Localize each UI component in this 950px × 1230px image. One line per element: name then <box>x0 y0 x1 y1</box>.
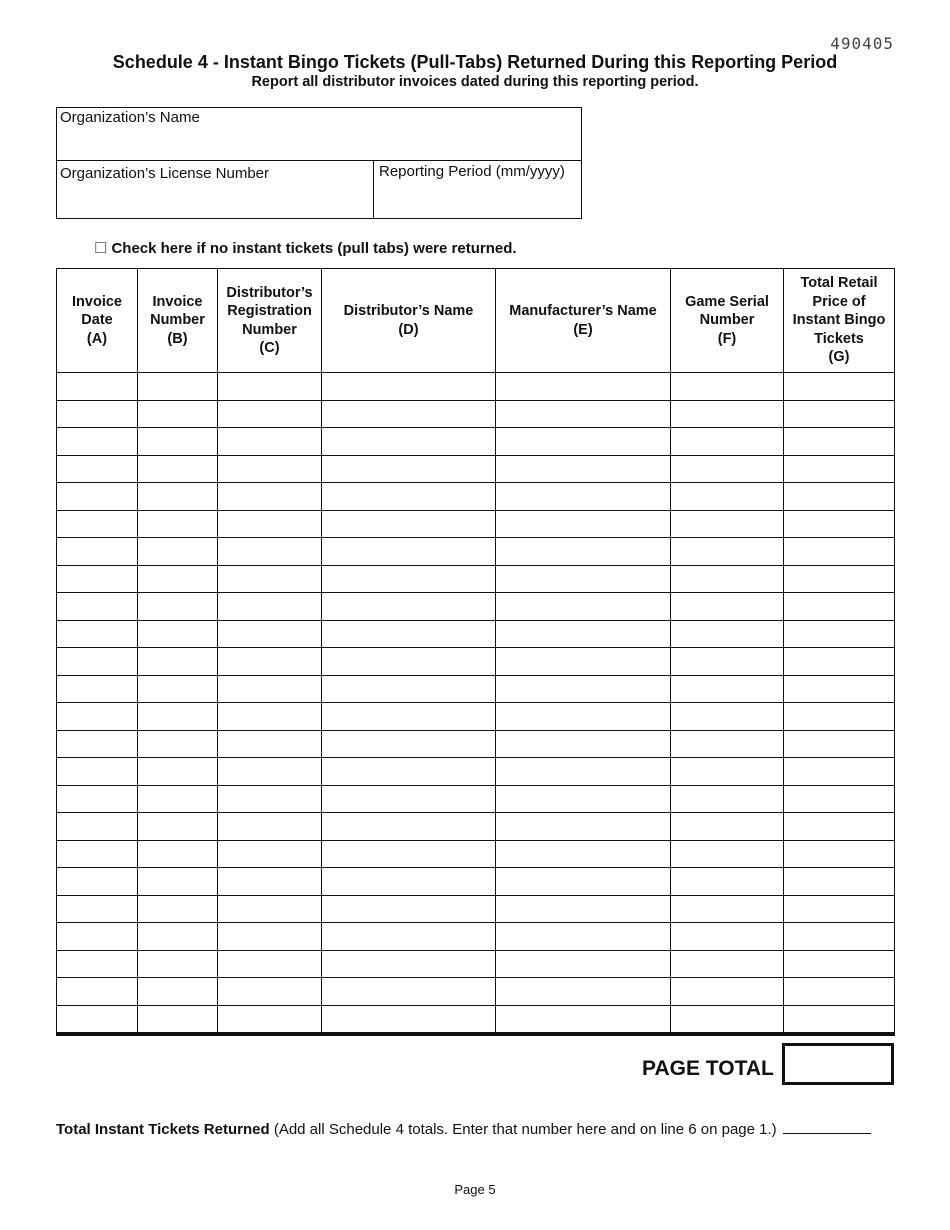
reporting-period-field[interactable] <box>374 161 581 218</box>
table-cell[interactable] <box>496 923 671 951</box>
table-row <box>57 758 895 786</box>
table-cell[interactable] <box>57 1005 138 1034</box>
table-cell[interactable] <box>218 840 322 868</box>
table-header-row <box>57 269 895 373</box>
table-cell[interactable] <box>218 455 322 483</box>
table-cell[interactable] <box>218 1005 322 1034</box>
column-header-line: Game Serial <box>685 293 769 310</box>
table-cell[interactable] <box>138 593 218 621</box>
table-cell[interactable] <box>322 758 496 786</box>
table-cell[interactable] <box>671 1005 784 1034</box>
table-cell[interactable] <box>138 455 218 483</box>
table-cell[interactable] <box>784 950 895 978</box>
table-row <box>57 510 895 538</box>
column-header-line: (C) <box>259 340 280 356</box>
table-cell[interactable] <box>784 648 895 676</box>
column-header-line: Instant Bingo <box>792 312 886 329</box>
table-cell[interactable] <box>496 400 671 428</box>
table-cell[interactable] <box>322 510 496 538</box>
table-cell[interactable] <box>322 895 496 923</box>
column-header-invoice-number <box>138 269 218 373</box>
table-cell[interactable] <box>671 840 784 868</box>
table-cell[interactable] <box>322 950 496 978</box>
table-cell[interactable] <box>57 455 138 483</box>
table-cell[interactable] <box>496 895 671 923</box>
table-cell[interactable] <box>57 675 138 703</box>
table-cell[interactable] <box>218 483 322 511</box>
page-number: Page 5 <box>454 1182 496 1197</box>
column-header-line: Registration <box>227 303 312 319</box>
table-row <box>57 620 895 648</box>
table-cell[interactable] <box>496 565 671 593</box>
table-cell[interactable] <box>57 373 138 401</box>
table-cell[interactable] <box>496 373 671 401</box>
table-row <box>57 813 895 841</box>
table-cell[interactable] <box>138 373 218 401</box>
column-header-line: Tickets <box>814 330 864 347</box>
table-cell[interactable] <box>496 620 671 648</box>
table-cell[interactable] <box>138 510 218 538</box>
table-cell[interactable] <box>218 785 322 813</box>
column-header-line: Distributor’s Name <box>343 303 474 319</box>
table-cell[interactable] <box>671 510 784 538</box>
column-header-line: (B) <box>167 330 188 347</box>
table-row <box>57 593 895 621</box>
table-cell[interactable] <box>784 730 895 758</box>
table-cell[interactable] <box>57 483 138 511</box>
table-cell[interactable] <box>57 703 138 731</box>
table-cell[interactable] <box>322 565 496 593</box>
license-number-label: Organization’s License Number <box>60 165 269 182</box>
column-header-line: Number <box>699 312 755 329</box>
table-cell[interactable] <box>784 538 895 566</box>
table-cell[interactable] <box>138 978 218 1006</box>
table-cell[interactable] <box>322 840 496 868</box>
table-cell[interactable] <box>671 730 784 758</box>
table-cell[interactable] <box>671 703 784 731</box>
table-cell[interactable] <box>784 400 895 428</box>
column-header-line: Number <box>150 312 205 329</box>
table-cell[interactable] <box>322 923 496 951</box>
table-cell[interactable] <box>57 428 138 456</box>
table-row <box>57 950 895 978</box>
table-cell[interactable] <box>57 565 138 593</box>
table-cell[interactable] <box>57 978 138 1006</box>
table-cell[interactable] <box>322 455 496 483</box>
table-cell[interactable] <box>671 373 784 401</box>
table-cell[interactable] <box>138 675 218 703</box>
table-cell[interactable] <box>784 923 895 951</box>
table-cell[interactable] <box>784 675 895 703</box>
table-cell[interactable] <box>57 758 138 786</box>
column-header-distributor-registration <box>218 269 322 373</box>
table-row <box>57 565 895 593</box>
page-total-label: PAGE TOTAL <box>642 1057 774 1080</box>
table-cell[interactable] <box>218 510 322 538</box>
table-cell[interactable] <box>671 538 784 566</box>
table-row <box>57 923 895 951</box>
table-cell[interactable] <box>322 978 496 1006</box>
table-row <box>57 1005 895 1034</box>
table-cell[interactable] <box>57 923 138 951</box>
table-row <box>57 483 895 511</box>
table-cell[interactable] <box>138 620 218 648</box>
table-cell[interactable] <box>218 813 322 841</box>
table-row <box>57 978 895 1006</box>
table-cell[interactable] <box>671 758 784 786</box>
column-header-distributor-name <box>322 269 496 373</box>
table-cell[interactable] <box>218 620 322 648</box>
table-row <box>57 703 895 731</box>
column-header-line: (F) <box>717 330 737 347</box>
column-header-total-retail-price <box>784 269 895 373</box>
table-cell[interactable] <box>57 950 138 978</box>
table-cell[interactable] <box>322 1005 496 1034</box>
table-cell[interactable] <box>496 950 671 978</box>
page-subtitle: Report all distributor invoices dated during this reporting period. <box>251 74 699 90</box>
table-cell[interactable] <box>57 510 138 538</box>
table-cell[interactable] <box>138 785 218 813</box>
license-number-field[interactable] <box>57 161 374 218</box>
table-cell[interactable] <box>138 565 218 593</box>
table-cell[interactable] <box>138 538 218 566</box>
table-cell[interactable] <box>784 868 895 896</box>
table-cell[interactable] <box>671 648 784 676</box>
table-cell[interactable] <box>57 593 138 621</box>
table-cell[interactable] <box>496 840 671 868</box>
invoice-table <box>56 268 895 1036</box>
table-cell[interactable] <box>671 675 784 703</box>
table-row <box>57 868 895 896</box>
table-cell[interactable] <box>784 428 895 456</box>
table-cell[interactable] <box>784 565 895 593</box>
table-cell[interactable] <box>138 840 218 868</box>
table-cell[interactable] <box>138 648 218 676</box>
table-cell[interactable] <box>322 483 496 511</box>
organization-name-field[interactable] <box>57 108 581 161</box>
table-cell[interactable] <box>671 455 784 483</box>
table-cell[interactable] <box>784 455 895 483</box>
table-row <box>57 538 895 566</box>
table-cell[interactable] <box>322 785 496 813</box>
column-header-line: Date <box>81 312 113 329</box>
table-cell[interactable] <box>784 373 895 401</box>
table-cell[interactable] <box>138 730 218 758</box>
table-cell[interactable] <box>218 703 322 731</box>
table-cell[interactable] <box>496 483 671 511</box>
table-cell[interactable] <box>784 620 895 648</box>
table-cell[interactable] <box>784 758 895 786</box>
table-cell[interactable] <box>218 400 322 428</box>
no-tickets-checkbox[interactable]: ☐ <box>94 240 108 257</box>
column-header-invoice-date <box>57 269 138 373</box>
table-cell[interactable] <box>671 978 784 1006</box>
table-cell[interactable] <box>218 428 322 456</box>
table-cell[interactable] <box>671 565 784 593</box>
table-cell[interactable] <box>784 703 895 731</box>
organization-info-box <box>56 107 582 219</box>
table-row <box>57 785 895 813</box>
table-cell[interactable] <box>784 593 895 621</box>
page-title: Schedule 4 - Instant Bingo Tickets (Pull-Tabs) Returned During this Reporting Period <box>112 52 838 72</box>
table-cell[interactable] <box>322 868 496 896</box>
column-header-line: Price of <box>812 293 866 310</box>
table-cell[interactable] <box>138 950 218 978</box>
table-cell[interactable] <box>322 593 496 621</box>
table-cell[interactable] <box>784 785 895 813</box>
table-cell[interactable] <box>496 813 671 841</box>
table-cell[interactable] <box>496 785 671 813</box>
column-header-line: (A) <box>86 330 108 347</box>
table-cell[interactable] <box>496 593 671 621</box>
table-cell[interactable] <box>218 950 322 978</box>
table-cell[interactable] <box>322 620 496 648</box>
table-row <box>57 428 895 456</box>
table-row <box>57 373 895 401</box>
table-cell[interactable] <box>322 813 496 841</box>
column-header-line: Distributor’s <box>226 284 313 301</box>
table-cell[interactable] <box>218 648 322 676</box>
table-cell[interactable] <box>496 1005 671 1034</box>
table-cell[interactable] <box>671 620 784 648</box>
table-cell[interactable] <box>784 813 895 841</box>
table-cell[interactable] <box>496 510 671 538</box>
table-cell[interactable] <box>784 840 895 868</box>
table-cell[interactable] <box>496 428 671 456</box>
no-tickets-checkbox-row <box>94 239 517 257</box>
table-cell[interactable] <box>138 923 218 951</box>
table-cell[interactable] <box>671 428 784 456</box>
table-cell[interactable] <box>496 758 671 786</box>
table-cell[interactable] <box>138 483 218 511</box>
column-header-line: Total Retail <box>800 275 878 292</box>
table-cell[interactable] <box>671 483 784 511</box>
total-returned-label: Total Instant Tickets Returned <box>56 1121 270 1138</box>
table-cell[interactable] <box>218 923 322 951</box>
table-row <box>57 400 895 428</box>
table-row <box>57 675 895 703</box>
table-cell[interactable] <box>671 593 784 621</box>
table-cell[interactable] <box>784 483 895 511</box>
column-header-game-serial <box>671 269 784 373</box>
table-cell[interactable] <box>218 593 322 621</box>
table-cell[interactable] <box>57 785 138 813</box>
table-cell[interactable] <box>671 400 784 428</box>
table-cell[interactable] <box>138 703 218 731</box>
table-cell[interactable] <box>671 923 784 951</box>
table-cell[interactable] <box>57 730 138 758</box>
table-cell[interactable] <box>218 565 322 593</box>
table-cell[interactable] <box>671 813 784 841</box>
table-cell[interactable] <box>57 648 138 676</box>
organization-name-label: Organization’s Name <box>60 109 200 126</box>
table-row <box>57 730 895 758</box>
table-cell[interactable] <box>57 538 138 566</box>
form-id: 490405 <box>830 34 894 53</box>
table-cell[interactable] <box>57 400 138 428</box>
page-total-field[interactable] <box>782 1043 894 1085</box>
table-body <box>57 373 895 1035</box>
table-cell[interactable] <box>138 813 218 841</box>
column-header-line: Number <box>242 321 297 338</box>
table-cell[interactable] <box>496 978 671 1006</box>
column-header-manufacturer-name <box>496 269 671 373</box>
table-cell[interactable] <box>138 400 218 428</box>
reporting-period-label: Reporting Period (mm/yyyy) <box>379 163 565 180</box>
column-header-line: Invoice <box>152 293 203 310</box>
table-cell[interactable] <box>57 813 138 841</box>
total-returned-blank[interactable] <box>783 1121 871 1134</box>
table-cell[interactable] <box>218 373 322 401</box>
column-header-line: Manufacturer’s Name <box>509 303 657 319</box>
table-cell[interactable] <box>784 978 895 1006</box>
table-cell[interactable] <box>322 730 496 758</box>
table-cell[interactable] <box>784 510 895 538</box>
table-row <box>57 648 895 676</box>
table-cell[interactable] <box>322 675 496 703</box>
total-returned-line <box>56 1121 871 1138</box>
column-header-line: Invoice <box>72 293 122 310</box>
no-tickets-checkbox-label: Check here if no instant tickets (pull tabs) were returned. <box>111 240 517 257</box>
table-cell[interactable] <box>57 868 138 896</box>
table-cell[interactable] <box>138 868 218 896</box>
table-row <box>57 840 895 868</box>
table-cell[interactable] <box>57 895 138 923</box>
table-cell[interactable] <box>322 400 496 428</box>
table-cell[interactable] <box>218 675 322 703</box>
table-row <box>57 895 895 923</box>
table-cell[interactable] <box>322 428 496 456</box>
table-cell[interactable] <box>496 675 671 703</box>
column-header-line: (G) <box>828 349 850 366</box>
table-cell[interactable] <box>496 648 671 676</box>
table-cell[interactable] <box>671 868 784 896</box>
table-cell[interactable] <box>496 868 671 896</box>
table-cell[interactable] <box>496 703 671 731</box>
table-cell[interactable] <box>671 895 784 923</box>
table-cell[interactable] <box>322 373 496 401</box>
table-cell[interactable] <box>496 538 671 566</box>
table-cell[interactable] <box>784 1005 895 1034</box>
table-cell[interactable] <box>496 730 671 758</box>
table-cell[interactable] <box>218 730 322 758</box>
table-cell[interactable] <box>322 703 496 731</box>
table-cell[interactable] <box>218 538 322 566</box>
table-row <box>57 455 895 483</box>
table-cell[interactable] <box>138 1005 218 1034</box>
table-cell[interactable] <box>138 895 218 923</box>
table-cell[interactable] <box>671 950 784 978</box>
table-cell[interactable] <box>57 840 138 868</box>
column-header-line: (D) <box>398 321 419 338</box>
table-cell[interactable] <box>57 620 138 648</box>
table-cell[interactable] <box>218 868 322 896</box>
table-cell[interactable] <box>496 455 671 483</box>
column-header-line: (E) <box>573 321 593 338</box>
table-cell[interactable] <box>218 978 322 1006</box>
table-cell[interactable] <box>784 895 895 923</box>
table-cell[interactable] <box>218 895 322 923</box>
table-cell[interactable] <box>218 758 322 786</box>
table-cell[interactable] <box>322 538 496 566</box>
table-cell[interactable] <box>671 785 784 813</box>
total-returned-instructions: (Add all Schedule 4 totals. Enter that number here and on line 6 on page 1.) <box>269 1121 777 1138</box>
table-cell[interactable] <box>322 648 496 676</box>
table-cell[interactable] <box>138 428 218 456</box>
table-cell[interactable] <box>138 758 218 786</box>
